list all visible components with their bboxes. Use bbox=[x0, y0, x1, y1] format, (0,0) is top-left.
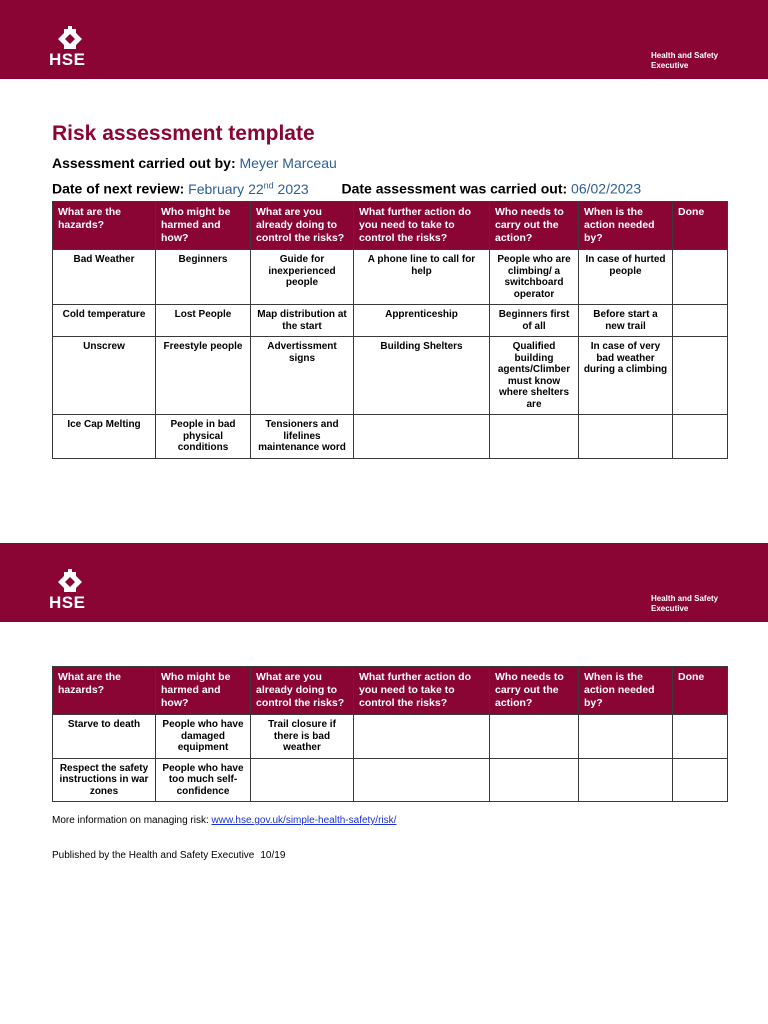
table-cell: Freestyle people bbox=[156, 337, 251, 415]
table-cell: People who have too much self-confidence bbox=[156, 758, 251, 802]
hse-emblem-icon bbox=[49, 569, 91, 595]
table-cell: People who have damaged equipment bbox=[156, 715, 251, 759]
table-cell: Advertissment signs bbox=[251, 337, 354, 415]
assessment-dates: Date of next review: February 22nd 2023 Date assessment was carried out: 06/02/2023 bbox=[52, 180, 642, 197]
table-cell: Building Shelters bbox=[354, 337, 490, 415]
table-cell bbox=[673, 715, 728, 759]
table-cell: In case of hurted people bbox=[579, 250, 673, 305]
table-cell: Lost People bbox=[156, 305, 251, 337]
table-cell: Bad Weather bbox=[53, 250, 156, 305]
table-cell bbox=[251, 758, 354, 802]
header-further-action: What further action do you need to take to control the risks? bbox=[354, 667, 490, 715]
table-cell bbox=[673, 305, 728, 337]
header-who-action: Who needs to carry out the action? bbox=[490, 667, 579, 715]
table-cell bbox=[354, 758, 490, 802]
header-harmed: Who might be harmed and how? bbox=[156, 667, 251, 715]
table-cell bbox=[673, 415, 728, 459]
table-cell bbox=[490, 415, 579, 459]
header-who-action: Who needs to carry out the action? bbox=[490, 202, 579, 250]
header-hazards: What are the hazards? bbox=[53, 202, 156, 250]
table-cell: Beginners bbox=[156, 250, 251, 305]
table-cell: People who are climbing/ a switchboard operator bbox=[490, 250, 579, 305]
org-name: Health and Safety Executive bbox=[651, 594, 719, 613]
table-cell: Guide for inexperienced people bbox=[251, 250, 354, 305]
table-row bbox=[53, 715, 728, 759]
table-row bbox=[53, 250, 728, 305]
header-current-controls: What are you already doing to control the risks? bbox=[251, 202, 354, 250]
header-when: When is the action needed by? bbox=[579, 667, 673, 715]
table-cell: Tensioners and lifelines maintenance word bbox=[251, 415, 354, 459]
table-header-row bbox=[53, 667, 728, 715]
review-date: February 22nd 2023 bbox=[188, 180, 309, 197]
table-cell: Qualified building agents/Climber must know where shelters are bbox=[490, 337, 579, 415]
table-cell bbox=[673, 337, 728, 415]
header-done: Done bbox=[673, 202, 728, 250]
more-info: More information on managing risk: www.hse.gov.uk/simple-health-safety/risk/ bbox=[52, 815, 397, 826]
table-cell bbox=[490, 715, 579, 759]
table-row bbox=[53, 415, 728, 459]
table-cell bbox=[673, 758, 728, 802]
table-cell: In case of very bad weather during a climbing bbox=[579, 337, 673, 415]
version-label: 10/19 bbox=[260, 850, 286, 861]
assessment-by: Assessment carried out by: Meyer Marceau bbox=[52, 155, 337, 171]
table-cell bbox=[490, 758, 579, 802]
header-banner-page2 bbox=[0, 543, 768, 622]
header-when: When is the action needed by? bbox=[579, 202, 673, 250]
table-cell: Ice Cap Melting bbox=[53, 415, 156, 459]
hse-logo bbox=[49, 569, 91, 611]
table-cell: Beginners first of all bbox=[490, 305, 579, 337]
assessor-name: Meyer Marceau bbox=[239, 155, 337, 171]
header-banner bbox=[0, 0, 768, 79]
more-info-link[interactable]: www.hse.gov.uk/simple-health-safety/risk/ bbox=[211, 815, 397, 826]
table-cell: Starve to death bbox=[53, 715, 156, 759]
table-row bbox=[53, 758, 728, 802]
table-row bbox=[53, 305, 728, 337]
table-cell bbox=[673, 250, 728, 305]
table-cell: Apprenticeship bbox=[354, 305, 490, 337]
table-cell bbox=[354, 415, 490, 459]
hse-logo bbox=[49, 26, 91, 68]
table-cell bbox=[354, 715, 490, 759]
header-done: Done bbox=[673, 667, 728, 715]
table-cell bbox=[579, 415, 673, 459]
table-cell: People in bad physical conditions bbox=[156, 415, 251, 459]
table-cell: Cold temperature bbox=[53, 305, 156, 337]
table-cell bbox=[579, 715, 673, 759]
hse-logo-text: HSE bbox=[49, 593, 86, 612]
risk-table bbox=[52, 201, 728, 459]
table-row bbox=[53, 337, 728, 415]
table-cell: Map distribution at the start bbox=[251, 305, 354, 337]
table-cell: Unscrew bbox=[53, 337, 156, 415]
org-name: Health and Safety Executive bbox=[651, 51, 719, 70]
table-cell: Before start a new trail bbox=[579, 305, 673, 337]
risk-table-continued bbox=[52, 666, 728, 802]
table-cell: A phone line to call for help bbox=[354, 250, 490, 305]
table-cell bbox=[579, 758, 673, 802]
carried-out-date: 06/02/2023 bbox=[571, 180, 642, 197]
header-further-action: What further action do you need to take to control the risks? bbox=[354, 202, 490, 250]
table-cell: Trail closure if there is bad weather bbox=[251, 715, 354, 759]
header-current-controls: What are you already doing to control the risks? bbox=[251, 667, 354, 715]
header-harmed: Who might be harmed and how? bbox=[156, 202, 251, 250]
published-note: Published by the Health and Safety Executive 10/19 bbox=[52, 850, 286, 861]
table-cell: Respect the safety instructions in war zones bbox=[53, 758, 156, 802]
hse-logo-text: HSE bbox=[49, 50, 86, 69]
page-title: Risk assessment template bbox=[52, 122, 315, 145]
table-header-row bbox=[53, 202, 728, 250]
hse-emblem-icon bbox=[49, 26, 91, 52]
header-hazards: What are the hazards? bbox=[53, 667, 156, 715]
